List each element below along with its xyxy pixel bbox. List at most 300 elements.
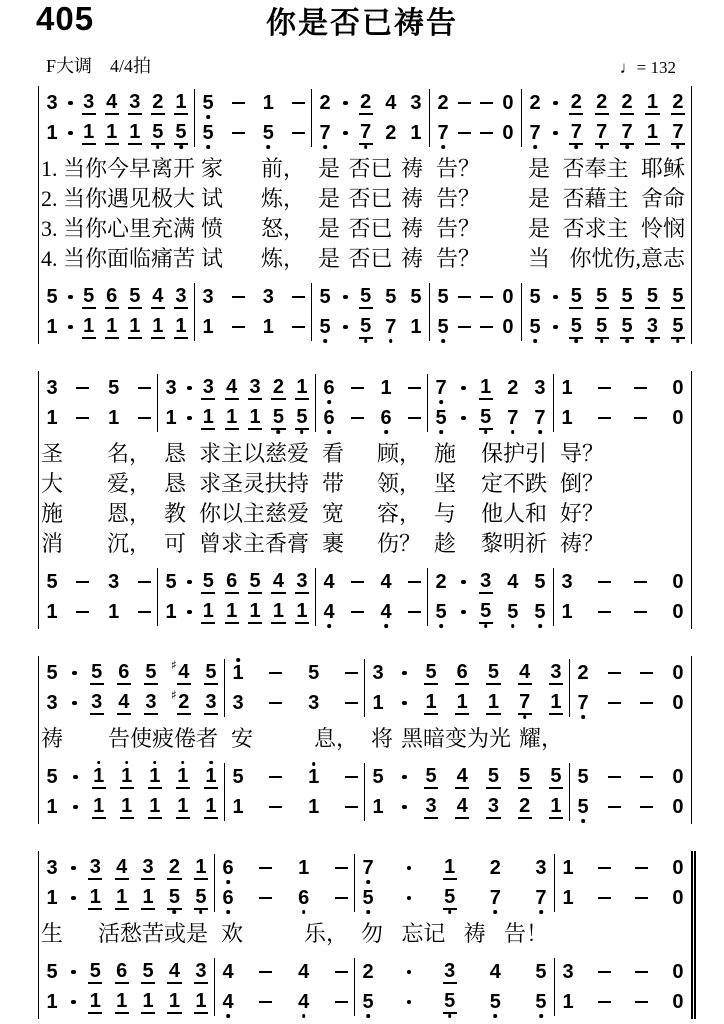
note-digit: 2 <box>360 90 372 113</box>
dot-after-note <box>402 805 407 810</box>
note <box>201 571 215 594</box>
lyric-cell <box>39 473 157 495</box>
dot-after-note <box>68 325 73 330</box>
note <box>105 92 119 115</box>
octave-dot-below <box>539 910 543 914</box>
dash-note <box>598 1001 611 1004</box>
note-digit: 1 <box>149 794 161 817</box>
octave-dot-below <box>441 339 445 343</box>
octave-dot-below <box>539 1014 543 1018</box>
note <box>261 93 275 113</box>
augmentation-dot <box>553 295 558 300</box>
note-digit: 0 <box>672 961 684 983</box>
note <box>128 92 142 115</box>
note-digit: 3 <box>91 690 103 713</box>
note <box>409 317 423 337</box>
note <box>225 601 239 624</box>
note <box>231 767 245 787</box>
lyric-text: 你忧伤,意志 <box>569 246 685 271</box>
note <box>560 602 574 622</box>
note-digit: 7 <box>595 122 609 145</box>
dash-note <box>480 102 493 105</box>
note <box>167 991 181 1014</box>
note-digit: 2 <box>272 375 285 398</box>
lyric-cell <box>194 188 311 210</box>
lyric-cell <box>553 503 691 525</box>
note <box>561 992 575 1012</box>
dot-after-note <box>407 970 412 975</box>
voice-line <box>45 89 188 117</box>
note <box>506 602 520 622</box>
lyric-text: 定不跌 <box>480 471 547 496</box>
octave-dot-below <box>206 115 210 119</box>
voice-line <box>45 763 218 791</box>
lyric-line-2 <box>39 469 691 499</box>
note-digit: 6 <box>221 888 235 908</box>
note <box>141 857 155 880</box>
lyric-text: 否已 <box>348 156 393 181</box>
note <box>170 657 191 685</box>
dash-note <box>351 611 364 614</box>
dash-note <box>232 296 245 299</box>
note-digit: 5 <box>519 764 531 787</box>
dash-glyph <box>138 417 151 420</box>
voice-line <box>231 689 358 717</box>
note <box>488 962 502 982</box>
lyric-text: 是 <box>528 156 551 181</box>
voice-line <box>528 313 685 341</box>
dot-after-note <box>73 805 78 810</box>
note-digit: 5 <box>443 887 457 910</box>
lyric-line-3 <box>39 499 691 529</box>
lyric-cell <box>427 503 553 525</box>
lyric-text: 告？ <box>436 186 481 211</box>
note <box>561 858 575 878</box>
note-digit: 6 <box>322 408 336 428</box>
lyric-line-1 <box>39 439 691 469</box>
note <box>436 93 450 113</box>
lyric-text: 否已 <box>348 186 393 211</box>
note-digit: 1 <box>83 120 95 143</box>
note <box>107 602 121 622</box>
music-system-1 <box>38 86 692 344</box>
voice-line <box>561 884 685 912</box>
note-digit: 7 <box>318 123 332 143</box>
lyrics-block <box>39 720 691 760</box>
lyric-text: 消 <box>41 531 64 556</box>
note <box>359 286 373 309</box>
note-digit: 6 <box>116 959 128 982</box>
note-digit: 3 <box>108 571 120 593</box>
note-digit: 5 <box>165 571 177 593</box>
dash-note <box>269 776 282 779</box>
lyric-text: 顾， <box>376 441 421 466</box>
measure <box>553 568 691 626</box>
lyric-text: 将 <box>371 726 394 751</box>
dash-glyph <box>458 102 471 105</box>
note-digit: 3 <box>262 286 274 308</box>
note <box>167 961 181 984</box>
note <box>576 797 590 817</box>
dash-glyph <box>345 776 358 779</box>
music-system-4 <box>38 851 696 1019</box>
dash-note <box>232 326 245 329</box>
lyric-cell <box>427 473 553 495</box>
dash-glyph <box>232 132 245 135</box>
note-digit: 4 <box>323 571 335 593</box>
dot-after-note <box>72 701 77 706</box>
note <box>271 377 285 400</box>
dash-glyph <box>138 387 151 390</box>
dash-note <box>598 971 611 974</box>
dash-note <box>76 611 89 614</box>
note <box>518 766 532 789</box>
dash-glyph <box>598 581 611 584</box>
lyric-cell <box>224 728 364 750</box>
dash-glyph <box>335 1001 348 1004</box>
dash-note <box>335 1001 348 1004</box>
rest-note <box>671 602 685 622</box>
lyric-text: 保护引 <box>480 441 547 466</box>
note-digit: 1 <box>46 122 58 144</box>
note <box>560 408 574 428</box>
octave-dot-below <box>523 715 527 719</box>
note <box>518 662 532 685</box>
dash-note <box>598 417 611 420</box>
note-digit: 0 <box>672 796 684 818</box>
lyric-text: 好？ <box>560 501 605 526</box>
lyric-cell <box>311 248 429 270</box>
lyric-text: 舍命 <box>640 186 685 211</box>
note <box>141 887 155 910</box>
dash-glyph <box>458 132 471 135</box>
note <box>82 316 96 339</box>
dash-glyph <box>598 867 611 870</box>
note <box>194 887 208 910</box>
note <box>194 857 208 880</box>
lyric-text: 导？ <box>560 441 605 466</box>
dot-after-note <box>407 1000 412 1005</box>
note-digit: 5 <box>361 992 375 1012</box>
voice-line <box>371 763 563 791</box>
note <box>261 317 275 337</box>
lyric-text: 他人和 <box>480 501 547 526</box>
note-digit: 2 <box>437 92 449 114</box>
page-title: 你是否已祷告 <box>266 7 458 40</box>
note <box>295 571 309 594</box>
note-digit: 1 <box>425 690 437 713</box>
note <box>533 378 547 398</box>
note-digit: 3 <box>534 377 546 399</box>
voice-line <box>45 374 151 402</box>
note <box>92 766 106 789</box>
note <box>45 287 59 307</box>
voice-line <box>436 313 515 341</box>
voice-line <box>322 598 421 626</box>
note <box>560 572 574 592</box>
octave-dot-above <box>236 658 240 662</box>
lyric-text: 是 <box>318 246 341 271</box>
measure <box>39 283 194 341</box>
note-digit: 1 <box>46 796 58 818</box>
augmentation-dot <box>343 131 348 136</box>
dot-after-note <box>461 416 466 421</box>
octave-dot-below <box>199 910 203 914</box>
note <box>307 693 321 713</box>
note <box>107 408 121 428</box>
note-digit: 3 <box>550 660 562 683</box>
lyric-line-2 <box>39 184 691 214</box>
octave-dot-below <box>277 430 281 434</box>
note-digit: 5 <box>249 569 261 592</box>
note <box>506 378 520 398</box>
octave-dot-below <box>511 624 515 628</box>
voice-line <box>434 598 547 626</box>
note-digit: 5 <box>534 992 548 1012</box>
dash-glyph <box>351 581 364 584</box>
measure <box>521 283 691 341</box>
lyric-text: 告？ <box>436 156 481 181</box>
note-digit: 3 <box>46 857 58 879</box>
note <box>371 797 385 817</box>
note-digit: 5 <box>425 660 437 683</box>
note-digit: 1 <box>550 794 562 817</box>
note <box>671 316 685 339</box>
note-digit: 5 <box>646 284 659 307</box>
lyric-text: 伤？ <box>376 531 421 556</box>
octave-dot-below <box>533 339 537 343</box>
note-digit: 1 <box>116 885 128 908</box>
dot-after-note <box>71 970 76 975</box>
note-digit: 5 <box>570 284 582 307</box>
dash-glyph <box>598 611 611 614</box>
note <box>488 888 502 908</box>
note <box>379 378 393 398</box>
lyric-text: 4. 当 <box>41 246 86 271</box>
lyric-text: 圣 <box>41 441 64 466</box>
note-digit: 1 <box>372 796 384 818</box>
dash-glyph <box>345 806 358 809</box>
dot-after-note <box>402 671 407 676</box>
note-digit: 4 <box>322 602 336 622</box>
note <box>128 122 142 145</box>
dash-note <box>351 387 364 390</box>
dot-after-note <box>187 416 192 421</box>
note-digit: 0 <box>672 407 684 429</box>
note-digit: 0 <box>672 991 684 1013</box>
note-digit: 5 <box>46 662 58 684</box>
measure <box>39 89 194 147</box>
note-digit: 4 <box>168 959 181 982</box>
dash-glyph <box>608 702 621 705</box>
note-digit: 4 <box>519 660 531 683</box>
lyric-cell <box>521 188 691 210</box>
lyric-text: 你面临痛苦 <box>85 246 196 271</box>
dash-glyph <box>76 611 89 614</box>
note-digit: 5 <box>83 284 95 307</box>
rest-note <box>501 287 515 307</box>
dash-note <box>640 702 653 705</box>
note-digit: 2 <box>507 377 519 399</box>
note <box>595 286 609 309</box>
note-digit: 1 <box>562 887 574 909</box>
note <box>221 992 235 1012</box>
note-digit: 3 <box>425 794 437 817</box>
dot-after-note <box>68 101 73 106</box>
note-digit: 1 <box>168 989 181 1012</box>
lyric-text: 家 <box>201 156 224 181</box>
note-digit: 7 <box>533 408 547 428</box>
note <box>645 92 659 115</box>
lyric-cell <box>364 728 569 750</box>
note-digit: 1 <box>46 887 58 909</box>
voice-line <box>561 958 685 986</box>
note <box>569 92 583 115</box>
note-digit: 1 <box>106 314 118 337</box>
dash-glyph <box>292 326 305 329</box>
note-digit: 1 <box>89 989 101 1012</box>
note <box>221 858 235 878</box>
lyric-text: 否奉主 <box>562 156 629 181</box>
voice-pair-lower <box>39 955 691 1019</box>
measure <box>429 283 521 341</box>
lyric-text: 1. 当 <box>41 156 86 181</box>
dash-glyph <box>259 1001 272 1004</box>
note <box>271 601 285 624</box>
lyric-text: 带 <box>322 471 345 496</box>
note-digit: 1 <box>410 122 422 144</box>
note-digit: 5 <box>205 660 217 683</box>
rest-note <box>671 572 685 592</box>
note-digit: 5 <box>620 316 634 339</box>
voice-line <box>371 659 563 687</box>
note <box>297 992 311 1012</box>
dot-after-note <box>402 701 407 706</box>
octave-dot-below <box>323 339 327 343</box>
augmentation-dot <box>187 580 192 585</box>
measure <box>39 958 214 1016</box>
note <box>455 692 469 715</box>
note <box>318 287 332 307</box>
lyrics-block <box>39 150 691 280</box>
note-digit: 1 <box>444 855 456 878</box>
dash-glyph <box>259 867 272 870</box>
measure <box>315 374 427 432</box>
voice-line <box>221 884 348 912</box>
note <box>174 286 188 309</box>
note-digit: 1 <box>165 407 177 429</box>
augmentation-dot <box>343 295 348 300</box>
note <box>576 663 590 683</box>
dash-note <box>635 897 648 900</box>
note-digit: 5 <box>91 660 103 683</box>
dash-glyph <box>335 867 348 870</box>
measure <box>554 854 691 912</box>
note <box>297 888 311 908</box>
note-digit: 3 <box>46 92 58 114</box>
note-digit: 1 <box>262 92 274 114</box>
voice-line <box>576 689 685 717</box>
note <box>144 662 158 685</box>
octave-dot-below <box>327 430 331 434</box>
voice-line <box>164 374 309 402</box>
dot-after-note <box>71 1000 76 1005</box>
lyric-text: 炼， <box>260 186 305 211</box>
octave-dot-below <box>173 910 177 914</box>
measure <box>39 568 157 626</box>
lyric-text: 忘记 <box>401 921 446 946</box>
note <box>424 796 438 819</box>
lyric-cell <box>157 503 315 525</box>
note <box>225 407 239 430</box>
dash-note <box>635 867 648 870</box>
note <box>443 991 457 1014</box>
dash-note <box>76 417 89 420</box>
note <box>248 601 262 624</box>
voice-line <box>164 598 309 626</box>
note-digit: 1 <box>46 407 58 429</box>
note-digit: 0 <box>502 92 514 114</box>
note-digit: 5 <box>261 123 275 143</box>
note <box>645 122 659 145</box>
note <box>221 888 235 908</box>
lyric-cell <box>311 218 429 240</box>
dash-note <box>345 776 358 779</box>
dot-after-note <box>71 866 76 871</box>
octave-dot-below <box>600 145 604 149</box>
dash-glyph <box>76 417 89 420</box>
note <box>115 991 129 1014</box>
lyric-text: 否已 <box>348 216 393 241</box>
note-digit: 5 <box>576 797 590 817</box>
augmentation-dot <box>461 386 466 391</box>
note <box>164 572 178 592</box>
note-digit: 5 <box>142 959 154 982</box>
note <box>231 693 245 713</box>
voice-line <box>164 404 309 432</box>
dash-glyph <box>345 702 358 705</box>
meta-row <box>0 52 724 82</box>
dot-after-note <box>461 610 466 615</box>
augmentation-dot <box>187 416 192 421</box>
voice-line <box>560 404 685 432</box>
lyric-line-1 <box>39 154 691 184</box>
note <box>434 572 448 592</box>
octave-dot-above <box>97 761 101 765</box>
dash-note <box>232 102 245 105</box>
note <box>409 93 423 113</box>
note <box>201 123 215 143</box>
measure <box>553 374 691 432</box>
lyric-text: 耶稣 <box>640 156 685 181</box>
note-digit: 7 <box>528 123 542 143</box>
dash-note <box>598 387 611 390</box>
dot-after-note <box>187 610 192 615</box>
note <box>534 858 548 878</box>
dash-glyph <box>608 776 621 779</box>
dash-note <box>458 296 471 299</box>
dot-after-note <box>68 295 73 300</box>
measure <box>427 374 553 432</box>
note-digit: 5 <box>318 317 332 337</box>
augmentation-dot <box>553 131 558 136</box>
lyric-text: 活愁苦或是 <box>97 921 208 946</box>
lyric-text: 施 <box>434 441 457 466</box>
augmentation-dot <box>68 131 73 136</box>
dash-glyph <box>635 867 648 870</box>
note-digit: 5 <box>434 408 448 428</box>
note-digit: 6 <box>322 378 336 398</box>
